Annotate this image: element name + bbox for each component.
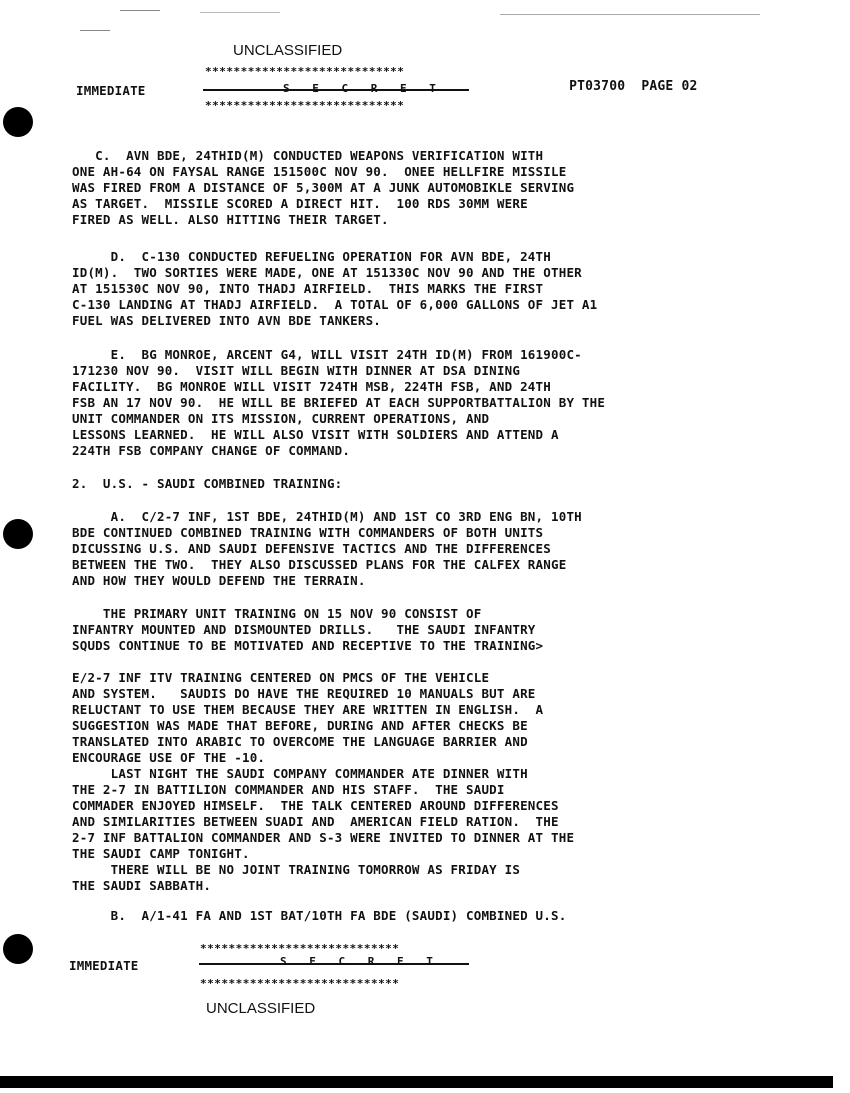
punch-hole (3, 107, 33, 137)
text-line: A. C/2-7 INF, 1ST BDE, 24THID(M) AND 1ST CO 3RD ENG BN, 10TH (72, 509, 582, 524)
text-line: D. C-130 CONDUCTED REFUELING OPERATION FOR AVN BDE, 24TH (72, 249, 551, 264)
text-line: AND HOW THEY WOULD DEFEND THE TERRAIN. (72, 573, 366, 588)
header-stars-bottom: **************************** (205, 99, 405, 112)
text-line: C. AVN BDE, 24THID(M) CONDUCTED WEAPONS VERIFICATION WITH (72, 148, 544, 163)
text-line: AND SIMILARITIES BETWEEN SUADI AND AMERICAN FIELD RATION. THE (72, 814, 559, 829)
paragraph-a (72, 509, 582, 589)
text-line: BDE CONTINUED COMBINED TRAINING WITH COMMANDERS OF BOTH UNITS (72, 525, 544, 540)
text-line: 2. U.S. - SAUDI COMBINED TRAINING: (72, 476, 343, 491)
text-line: E/2-7 INF ITV TRAINING CENTERED ON PMCS OF THE VEHICLE (72, 670, 490, 685)
scan-noise (500, 14, 760, 15)
header-precedence: IMMEDIATE (76, 83, 146, 98)
text-line: B. A/1-41 FA AND 1ST BAT/10TH FA BDE (SAUDI) COMBINED U.S. (72, 908, 567, 923)
text-line: TRANSLATED INTO ARABIC TO OVERCOME THE LANGUAGE BARRIER AND (72, 734, 528, 749)
paragraph-primary (72, 606, 543, 654)
text-line: ID(M). TWO SORTIES WERE MADE, ONE AT 151330C NOV 90 AND THE OTHER (72, 265, 582, 280)
text-line: FACILITY. BG MONROE WILL VISIT 724TH MSB, 224TH FSB, AND 24TH (72, 379, 551, 394)
paragraph-e (72, 347, 605, 459)
text-line: THERE WILL BE NO JOINT TRAINING TOMORROW AS FRIDAY IS (72, 862, 521, 877)
message-reference (553, 63, 698, 95)
text-line: LESSONS LEARNED. HE WILL ALSO VISIT WITH SOLDIERS AND ATTEND A (72, 427, 559, 442)
text-line: INFANTRY MOUNTED AND DISMOUNTED DRILLS. THE SAUDI INFANTRY (72, 622, 536, 637)
punch-hole (3, 934, 33, 964)
punch-hole (3, 519, 33, 549)
scan-edge-bar (0, 1076, 833, 1088)
paragraph-two (72, 476, 342, 492)
paragraph-itv (72, 670, 574, 894)
text-line: FIRED AS WELL. ALSO HITTING THEIR TARGET. (72, 212, 389, 227)
paragraph-d (72, 249, 597, 329)
text-line: UNIT COMMANDER ON ITS MISSION, CURRENT OPERATIONS, AND (72, 411, 490, 426)
text-line: 224TH FSB COMPANY CHANGE OF COMMAND. (72, 443, 351, 458)
text-line: AND SYSTEM. SAUDIS DO HAVE THE REQUIRED 10 MANUALS BUT ARE (72, 686, 536, 701)
footer-classification: UNCLASSIFIED (206, 1000, 316, 1017)
footer-secret-marking: S E C R E T (280, 955, 441, 968)
text-line: C-130 LANDING AT THADJ AIRFIELD. A TOTAL OF 6,000 GALLONS OF JET A1 (72, 297, 598, 312)
reference-number: PT03700 (569, 79, 626, 94)
text-line: THE SAUDI SABBATH. (72, 878, 212, 893)
text-line: ONE AH-64 ON FAYSAL RANGE 151500C NOV 90. ONEE HELLFIRE MISSILE (72, 164, 567, 179)
page-number: PAGE 02 (641, 79, 698, 94)
text-line: BETWEEN THE TWO. THEY ALSO DISCUSSED PLANS FOR THE CALFEX RANGE (72, 557, 567, 572)
text-line: SQUDS CONTINUE TO BE MOTIVATED AND RECEPTIVE TO THE TRAINING> (72, 638, 544, 653)
footer-precedence: IMMEDIATE (69, 958, 139, 973)
text-line: 171230 NOV 90. VISIT WILL BEGIN WITH DINNER AT DSA DINING (72, 363, 521, 378)
text-line: ENCOURAGE USE OF THE -10. (72, 750, 266, 765)
footer-stars-top: **************************** (200, 942, 400, 955)
scan-noise (200, 12, 280, 13)
text-line: AS TARGET. MISSILE SCORED A DIRECT HIT. 100 RDS 30MM WERE (72, 196, 528, 211)
text-line: RELUCTANT TO USE THEM BECAUSE THEY ARE WRITTEN IN ENGLISH. A (72, 702, 544, 717)
scan-noise (80, 30, 110, 31)
text-line: 2-7 INF BATTALION COMMANDER AND S-3 WERE INVITED TO DINNER AT THE (72, 830, 575, 845)
text-line: DICUSSING U.S. AND SAUDI DEFENSIVE TACTICS AND THE DIFFERENCES (72, 541, 551, 556)
header-classification: UNCLASSIFIED (233, 42, 343, 59)
text-line: FUEL WAS DELIVERED INTO AVN BDE TANKERS. (72, 313, 382, 328)
text-line: THE PRIMARY UNIT TRAINING ON 15 NOV 90 CONSIST OF (72, 606, 482, 621)
header-secret-marking: S E C R E T (283, 82, 444, 95)
text-line: COMMADER ENJOYED HIMSELF. THE TALK CENTERED AROUND DIFFERENCES (72, 798, 559, 813)
text-line: LAST NIGHT THE SAUDI COMPANY COMMANDER ATE DINNER WITH (72, 766, 528, 781)
scan-noise (120, 10, 160, 11)
paragraph-c (72, 148, 574, 228)
footer-stars-bottom: **************************** (200, 977, 400, 990)
text-line: THE SAUDI CAMP TONIGHT. (72, 846, 250, 861)
paragraph-b (72, 908, 566, 924)
text-line: THE 2-7 IN BATTILION COMMANDER AND HIS STAFF. THE SAUDI (72, 782, 505, 797)
text-line: E. BG MONROE, ARCENT G4, WILL VISIT 24TH ID(M) FROM 161900C- (72, 347, 582, 362)
text-line: AT 151530C NOV 90, INTO THADJ AIRFIELD. THIS MARKS THE FIRST (72, 281, 544, 296)
header-stars-top: **************************** (205, 65, 405, 78)
text-line: FSB AN 17 NOV 90. HE WILL BE BRIEFED AT EACH SUPPORTBATTALION BY THE (72, 395, 606, 410)
text-line: SUGGESTION WAS MADE THAT BEFORE, DURING AND AFTER CHECKS BE (72, 718, 528, 733)
text-line: WAS FIRED FROM A DISTANCE OF 5,300M AT A JUNK AUTOMOBIKLE SERVING (72, 180, 575, 195)
